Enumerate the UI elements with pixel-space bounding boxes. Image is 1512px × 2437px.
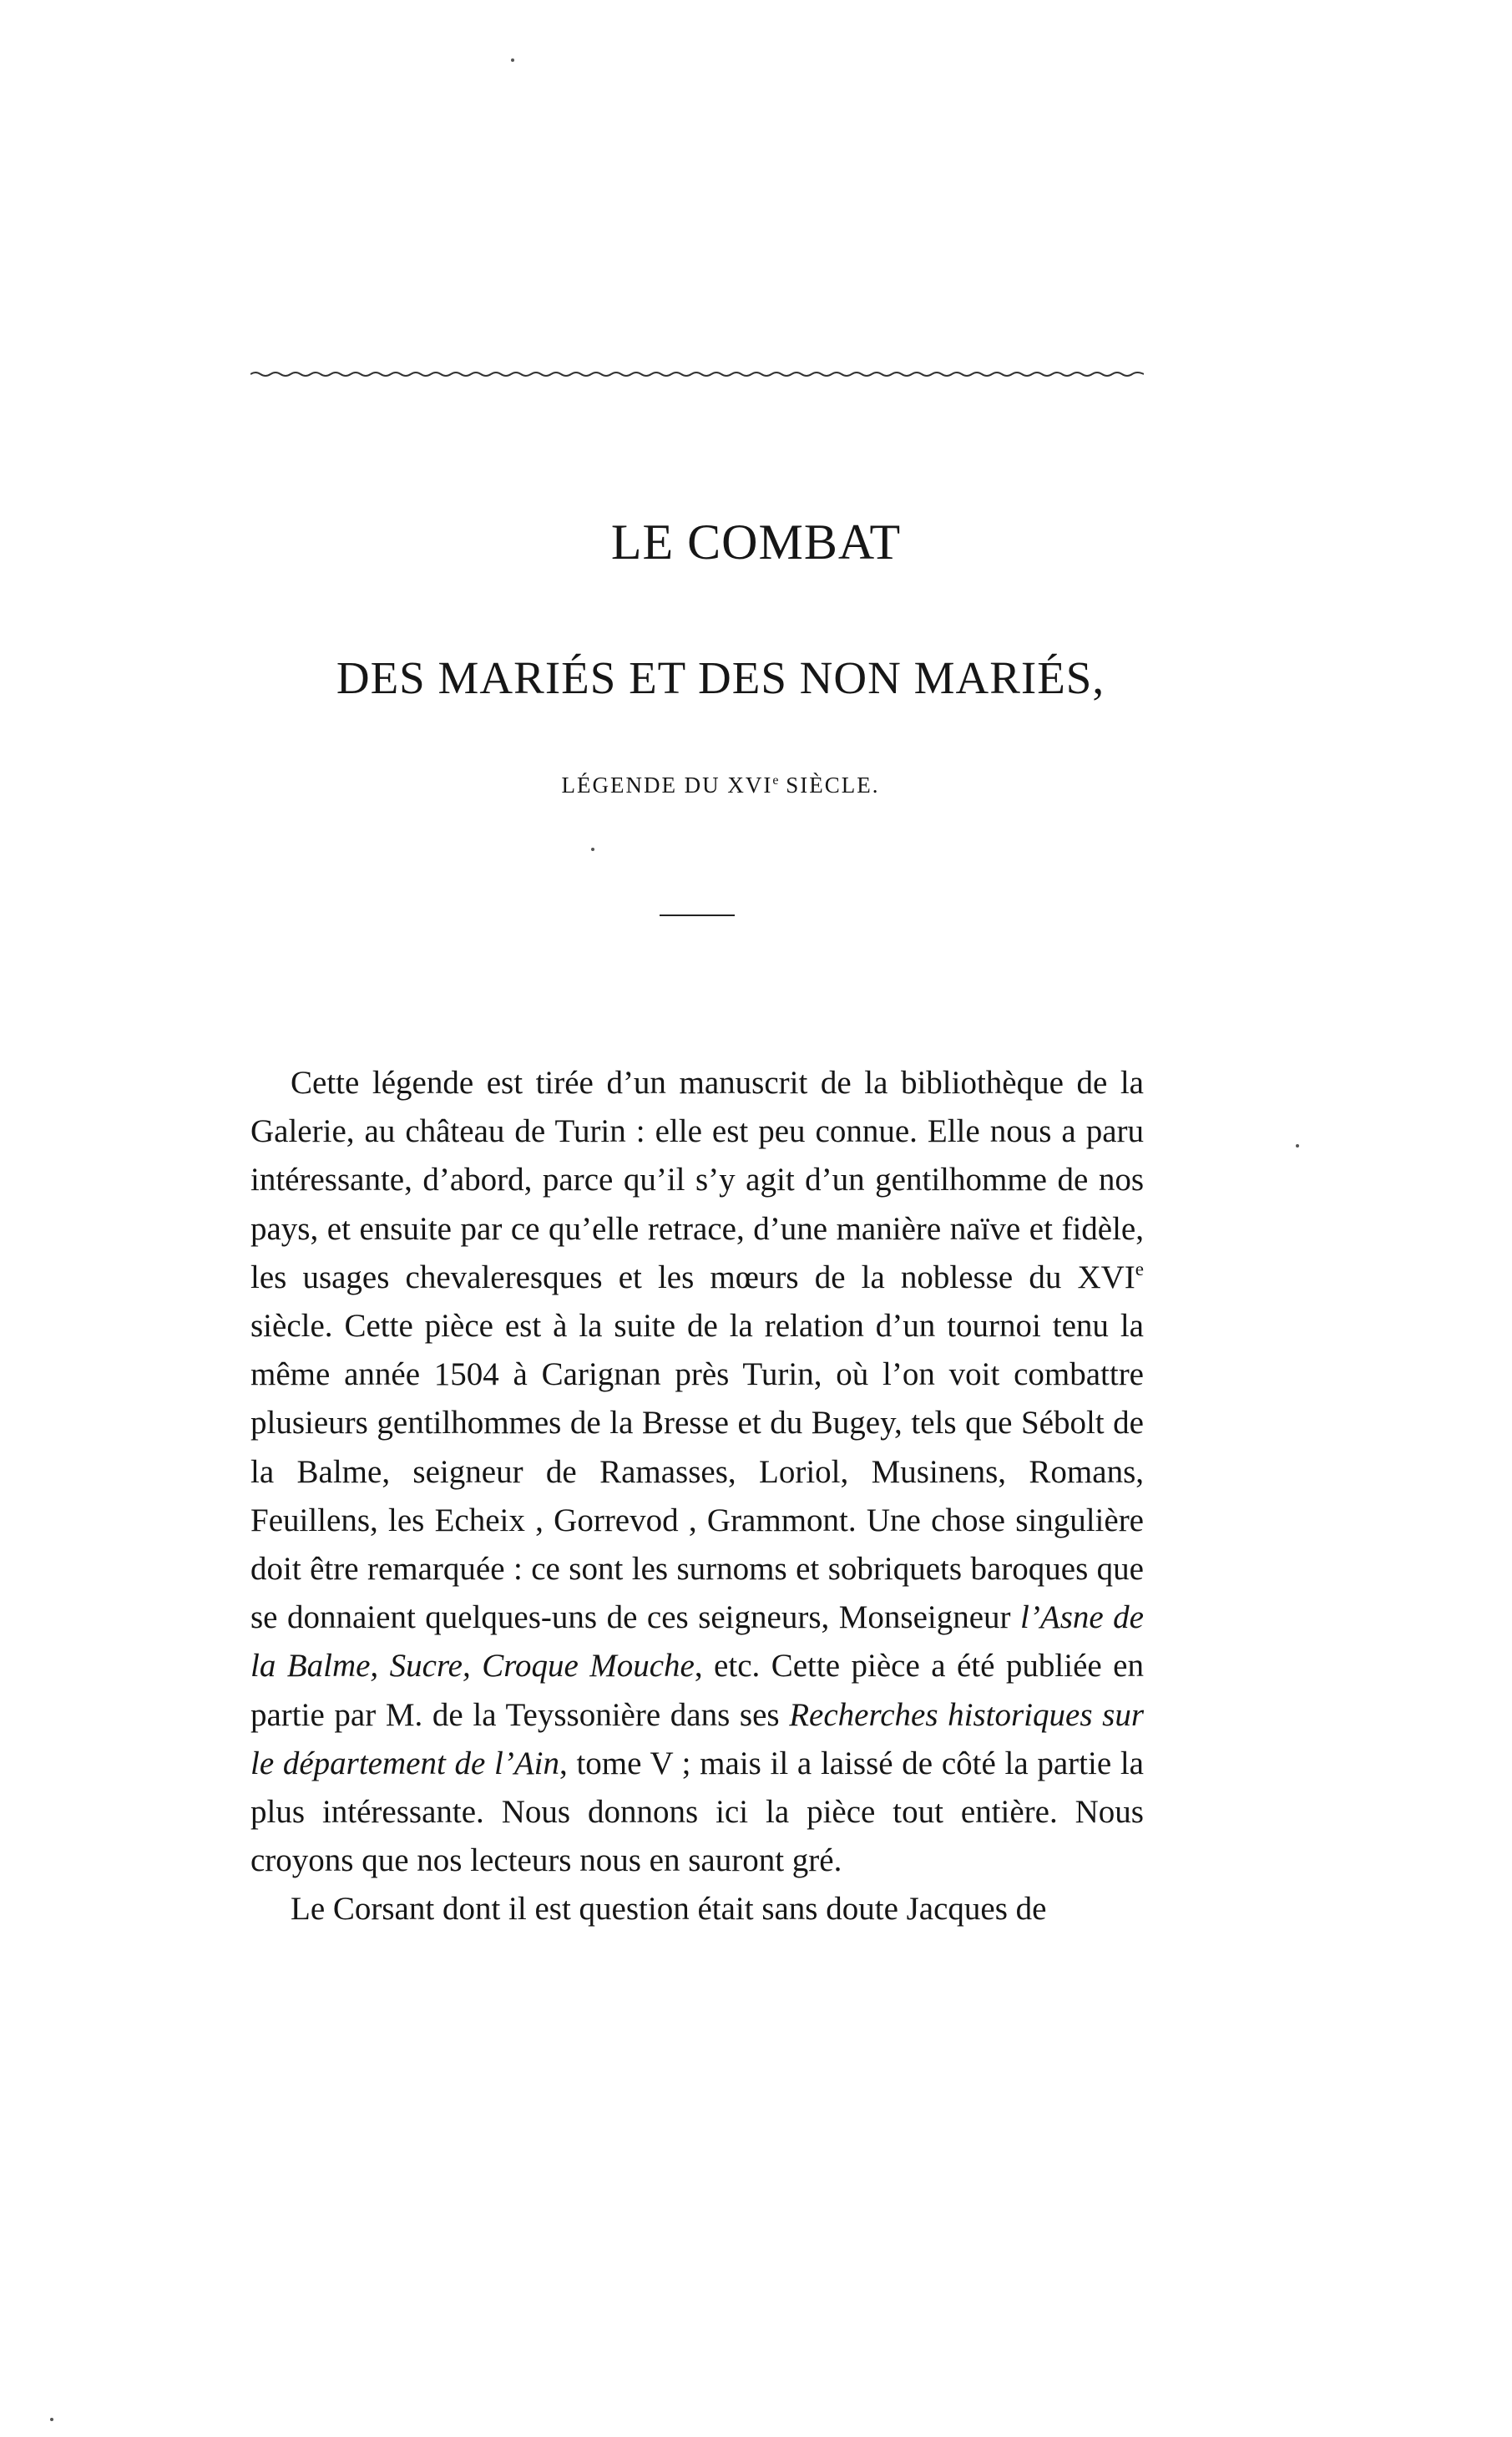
subtitle-superscript: e	[772, 773, 779, 788]
paragraph-1-part-2: siècle. Cette pièce est à la suite de la relation d’un tournoi tenu la même année 1504 à Carignan près Turin, où l’on voit combattre plusieurs gentilhommes de la Bresse et du Bugey, tels que Sébolt de la Balme, seigneur de Ramasses, Loriol, Musinens, Romans, Feuillens, les Echeix , Gorrevod , Grammont. Une chose singulière doit être remarquée : ce sont les surnoms et sobriquets baroques que se donnaient quelques-uns de ces seigneurs, Monseigneur	[250, 1308, 1144, 1636]
subtitle-text-end: SIÈCLE.	[778, 773, 880, 798]
paragraph-1	[250, 1059, 1144, 1885]
paragraph-1-part-1: Cette légende est tirée d’un manuscrit de la bibliothèque de la Galerie, au château de Turin : elle est peu connue. Elle nous a paru intéressante, d’abord, parce qu’il s’y agit d’un gentilhomme de nos pays, et ensuite par ce qu’elle retrace, d’une manière naïve et fidèle, les usages chevaleresques et les mœurs de la noblesse du XVI	[250, 1065, 1144, 1295]
scan-speck	[591, 848, 594, 851]
superscript-e: e	[1135, 1258, 1144, 1279]
title-line-1: LE COMBAT	[610, 514, 902, 570]
italic-nicknames: l’Asne de la Balme, Sucre, Croque Mouche	[250, 1599, 1144, 1685]
section-divider	[660, 915, 735, 916]
paragraph-1-part-3: , etc. Cette pièce a été publiée en partie par M. de la Teyssonière dans ses	[250, 1648, 1144, 1733]
italic-book-title: Recherches historiques sur le département de l’Ain	[250, 1696, 1144, 1781]
body-text	[250, 1059, 1144, 1934]
title-line-2: DES MARIÉS ET DES NON MARIÉS,	[336, 652, 1105, 703]
scan-speck	[511, 58, 514, 62]
scan-speck	[1296, 1144, 1299, 1148]
paragraph-1-part-4: , tome V ; mais il a laissé de côté la partie la plus intéressante. Nous donnons ici la pièce tout entière. Nous croyons que nos lecteurs nous en sauront gré.	[250, 1745, 1144, 1879]
paragraph-2: Le Corsant dont il est question était sans doute Jacques de	[291, 1891, 1047, 1928]
scan-speck	[50, 2418, 53, 2421]
decorative-wavy-rule	[250, 367, 1144, 381]
subtitle	[0, 773, 1512, 798]
subtitle-text: LÉGENDE DU XVI	[561, 773, 773, 798]
